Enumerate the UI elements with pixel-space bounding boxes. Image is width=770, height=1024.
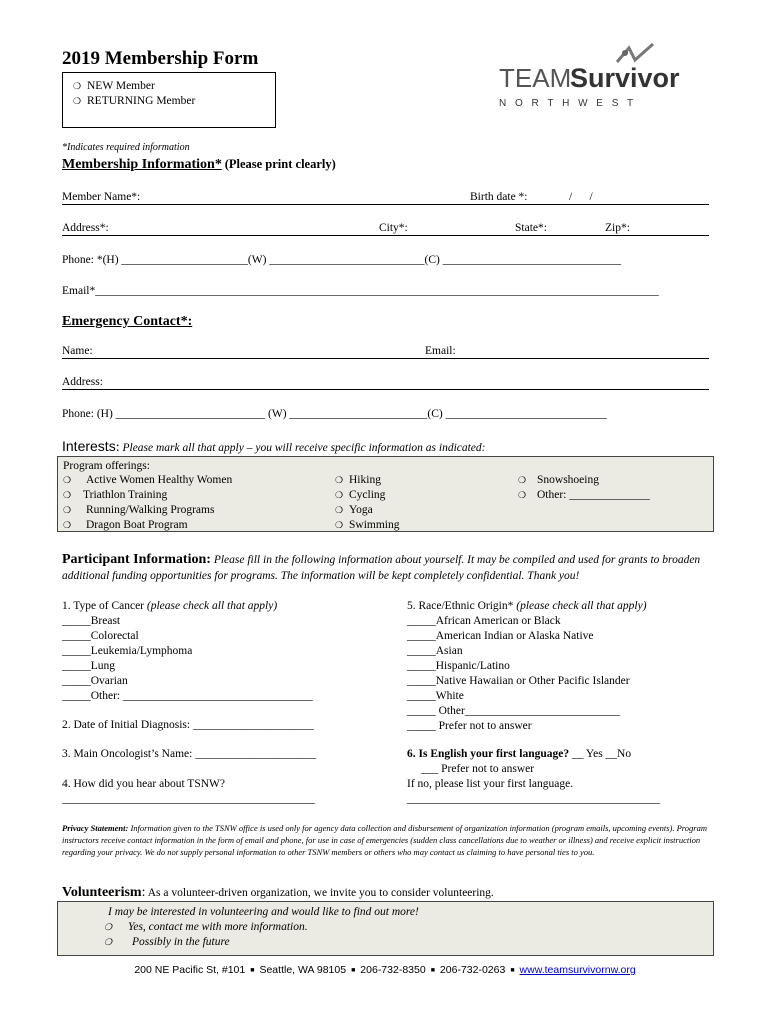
cancer-option[interactable]: _____Other: _________________________________ (62, 690, 313, 702)
interest-option[interactable]: ❍ Snowshoeing (518, 474, 599, 486)
race-option[interactable]: _____ Other___________________________ (407, 705, 621, 717)
race-option[interactable]: _____African American or Black (407, 615, 561, 627)
radio-icon: ❍ (73, 81, 82, 91)
new-member-option[interactable]: ❍ NEW Member (73, 80, 155, 92)
address-row[interactable] (62, 222, 709, 236)
radio-icon: ❍ (335, 505, 344, 515)
membership-heading: Membership Information* (Please print clearly) (62, 157, 336, 172)
radio-icon: ❍ (63, 475, 72, 485)
square-bullet-icon: ■ (351, 966, 356, 974)
radio-icon: ❍ (104, 937, 113, 947)
form-title: 2019 Membership Form (62, 48, 259, 69)
interest-option[interactable]: ❍ Yoga (335, 504, 373, 516)
logo-northwest-text: N O R T H W E S T (499, 98, 637, 109)
program-offerings-label: Program offerings: (63, 460, 150, 472)
first-language-field[interactable]: ____________________________________________ (407, 793, 660, 805)
interest-option[interactable]: ❍ Running/Walking Programs (63, 504, 215, 516)
cancer-type-section: 1. Type of Cancer (please check all that apply) _____Breast _____Colorectal _____Leukemia/Lymphoma _____Lung _____Ovarian _____Other: _________________________________ (62, 600, 313, 702)
radio-icon: ❍ (104, 922, 113, 932)
square-bullet-icon: ■ (510, 966, 515, 974)
birth-date-label: Birth date *: (470, 191, 528, 203)
phone-row[interactable]: Phone: *(H) ______________________(W) ___________________________(C) _______________________________ (62, 254, 622, 266)
cancer-option[interactable]: _____Ovarian (62, 675, 128, 687)
race-option[interactable]: _____Native Hawaiian or Other Pacific Islander (407, 675, 630, 687)
oncologist-field[interactable]: 3. Main Oncologist’s Name: _____________________ (62, 748, 316, 760)
emergency-name-label: Name: (62, 345, 93, 357)
square-bullet-icon: ■ (430, 966, 435, 974)
participant-intro: Participant Information: Please fill in the following information about yourself. It may be compiled and used for grants to broaden additional funding opportunities for programs. The information will be kept completely confidential. Thank you! (62, 552, 701, 582)
emergency-email-label: Email: (425, 345, 456, 357)
interest-option[interactable]: ❍ Swimming (335, 519, 400, 531)
hear-about-label: 4. How did you hear about TSNW? (62, 778, 225, 790)
race-option[interactable]: _____American Indian or Alaska Native (407, 630, 594, 642)
state-label: State*: (515, 222, 547, 234)
website-link[interactable]: www.teamsurvivornw.org (519, 964, 636, 976)
english-yes-no[interactable]: __ Yes __No (569, 748, 632, 760)
city-label: City*: (379, 222, 408, 234)
square-bullet-icon: ■ (250, 966, 255, 974)
logo-team-text: TEAM (499, 63, 572, 93)
logo-survivor-text: Survivor (570, 63, 680, 93)
interests-col-3 (518, 473, 650, 503)
interest-option[interactable]: ❍ Triathlon Training (63, 489, 168, 501)
english-prefer-option[interactable]: ___ Prefer not to answer (421, 763, 535, 775)
interests-col-2 (335, 473, 399, 533)
interest-option[interactable]: ❍ Cycling (335, 489, 386, 501)
diagnosis-date-field[interactable]: 2. Date of Initial Diagnosis: _____________________ (62, 719, 314, 731)
emergency-address-label: Address: (62, 376, 103, 388)
member-name-label: Member Name*: (62, 191, 141, 203)
cancer-option[interactable]: _____Breast (62, 615, 121, 627)
returning-member-option[interactable]: ❍ RETURNING Member (73, 95, 196, 107)
cancer-option[interactable]: _____Lung (62, 660, 116, 672)
radio-icon: ❍ (73, 96, 82, 106)
race-option[interactable]: _____Asian (407, 645, 463, 657)
volunteer-box: I may be interested in volunteering and would like to find out more! ❍ Yes, contact me with more information. ❍ Possibly in the future (57, 901, 714, 956)
radio-icon: ❍ (63, 505, 72, 515)
emergency-address-row[interactable] (62, 376, 709, 390)
interest-option[interactable]: ❍ Other: ______________ (518, 489, 650, 501)
team-survivor-logo (497, 40, 697, 115)
radio-icon: ❍ (63, 490, 72, 500)
interests-col-1 (63, 473, 232, 533)
privacy-statement: Privacy Statement: Information given to the TSNW office is used only for agency data collection and disbursement of organization information (program emails, upcoming events). Program instructors receive contact information in the form of email and phone, for use in case of emergencies (sudden class cancellations due to weather or illness) and receive explicit instruction regarding your privacy. We do not supply personal information to other TSNW members or others who may contact us claiming to have personal ties to you. (62, 823, 707, 857)
member-type-box (62, 72, 276, 128)
radio-icon: ❍ (335, 490, 344, 500)
birth-date-slashes: / / (569, 191, 593, 203)
volunteer-yes-option[interactable]: ❍ Yes, contact me with more information. (104, 921, 308, 933)
zip-label: Zip*: (605, 222, 630, 234)
radio-icon: ❍ (335, 475, 344, 485)
cancer-option[interactable]: _____Colorectal (62, 630, 139, 642)
volunteer-heading: Volunteerism: As a volunteer-driven organization, we invite you to consider volunteering. (62, 885, 494, 900)
interests-heading: Interests: Please mark all that apply – you will receive specific information as indicated: (62, 438, 486, 455)
volunteer-future-option[interactable]: ❍ Possibly in the future (104, 936, 230, 948)
radio-icon: ❍ (63, 520, 72, 530)
radio-icon: ❍ (518, 475, 527, 485)
cancer-option[interactable]: _____Leukemia/Lymphoma (62, 645, 193, 657)
race-option[interactable]: _____ Prefer not to answer (407, 720, 532, 732)
interest-option[interactable]: ❍ Dragon Boat Program (63, 519, 188, 531)
race-option[interactable]: _____Hispanic/Latino (407, 660, 510, 672)
race-section: 5. Race/Ethnic Origin* (please check all that apply) _____African American or Black _____American Indian or Alaska Native _____Asian _____Hispanic/Latino _____Native Hawaiian or Other Pacific Islander _____White _____ Other___________________________ _____ Prefer not to answer (407, 600, 647, 732)
emergency-heading: Emergency Contact*: (62, 314, 193, 329)
email-row[interactable]: Email*__________________________________________________________________________________________________ (62, 285, 659, 297)
race-option[interactable]: _____White (407, 690, 464, 702)
english-section: 6. Is English your first language? __ Yes __No ___ Prefer not to answer If no, please list your first language. ____________________________________________ (407, 748, 660, 805)
emergency-phone-row[interactable]: Phone: (H) __________________________ (W) ________________________(C) ____________________________ (62, 408, 607, 420)
required-note: *Indicates required information (62, 142, 190, 153)
interest-option[interactable]: ❍ Hiking (335, 474, 381, 486)
interests-box (57, 456, 714, 532)
emergency-name-row[interactable] (62, 345, 709, 359)
radio-icon: ❍ (518, 490, 527, 500)
hear-about-field[interactable]: ____________________________________________ (62, 793, 315, 805)
member-name-row[interactable] (62, 191, 709, 205)
radio-icon: ❍ (335, 520, 344, 530)
interest-option[interactable]: ❍ Active Women Healthy Women (63, 474, 233, 486)
footer: 200 NE Pacific St, #101 ■ Seattle, WA 98105 ■ 206-732-8350 ■ 206-732-0263 ■ www.teamsurvivornw.org (134, 964, 636, 976)
address-label: Address*: (62, 222, 109, 234)
